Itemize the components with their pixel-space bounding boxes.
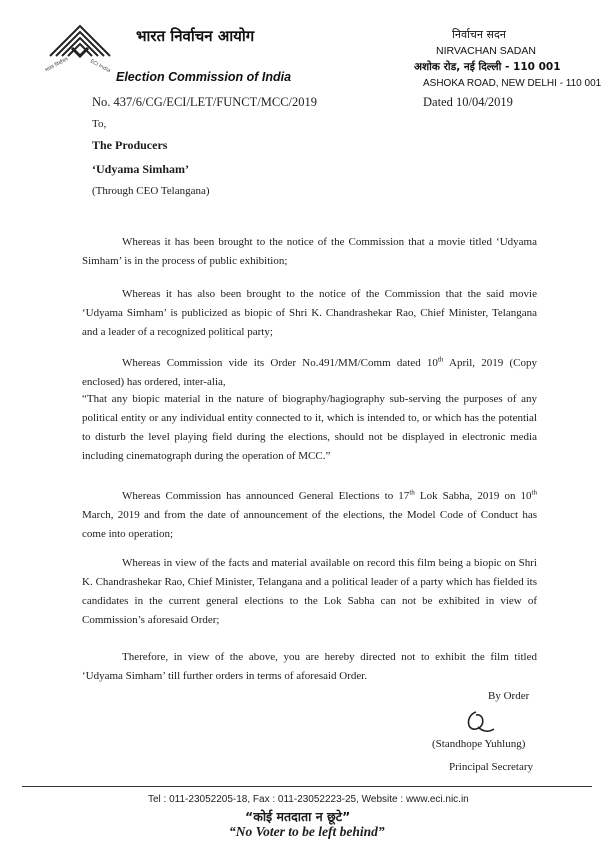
paragraph-1-text: Whereas it has been brought to the notice of the Commission that a movie titled ‘Udyama Simham’ is in the process of public exhibition; [82, 236, 537, 267]
quoted-order [82, 390, 537, 466]
addressee-line-1: The Producers [92, 138, 168, 152]
paragraph-3-sup: th [437, 355, 444, 364]
address-hindi: अशोक रोड, नई दिल्ली - 110 001 [414, 61, 561, 73]
signer-title: Principal Secretary [449, 761, 533, 773]
paragraph-3-text-a: Whereas Commission vide its Order No.491/MM/Comm dated 10 [122, 357, 438, 369]
by-order: By Order [488, 690, 530, 702]
signature [462, 707, 496, 737]
paragraph-3 [82, 354, 537, 392]
paragraph-6-text: Whereas in view of the facts and material available on record this film being a biopic on Shri K. Chandrashekar Rao, Chief Minister, Telangana and a political leader of a party which has fielded its candidates in the current general elections to the Lok Sabha can not be exhibited in view of Commission’s aforesaid Order; [82, 557, 537, 626]
org-name-english: Election Commission of India [116, 70, 292, 84]
svg-text:ECI India: ECI India [89, 58, 112, 75]
signer-name: (Standhope Yuhlung) [432, 738, 526, 750]
addressee-line-2: ‘Udyama Simham’ [92, 162, 190, 176]
addressee-line-3: (Through CEO Telangana) [92, 185, 210, 197]
svg-text:भारत निर्वाचन: भारत निर्वाचन [44, 56, 70, 74]
paragraph-5-sup-2: th [531, 488, 537, 497]
paragraph-2 [82, 285, 537, 342]
building-name-english: NIRVACHAN SADAN [436, 45, 536, 57]
building-name-hindi: निर्वाचन सदन [452, 28, 506, 41]
salutation-to: To, [92, 118, 107, 130]
paragraph-5-text-c: March, 2019 and from the date of announcement of the elections, the Model Code of Conduct has come into operation; [82, 509, 537, 540]
paragraph-1 [82, 233, 537, 271]
letter-date: Dated 10/04/2019 [423, 95, 513, 109]
paragraph-5 [82, 487, 537, 544]
reference-number: No. 437/6/CG/ECI/LET/FUNCT/MCC/2019 [92, 95, 318, 109]
slogan-hindi: “कोई मतदाता न छूटे” [245, 809, 351, 824]
paragraph-7-text: Therefore, in view of the above, you are hereby directed not to exhibit the film titled ‘Udyama Simham’ till further orders in terms of aforesaid Order. [82, 651, 537, 682]
org-name-hindi: भारत निर्वाचन आयोग [136, 27, 255, 45]
paragraph-7 [82, 648, 537, 686]
paragraph-5-text-b: Lok Sabha, 2019 on 10 [414, 490, 532, 502]
slogan-english: “No Voter to be left behind” [229, 824, 385, 839]
paragraph-6 [82, 554, 537, 630]
paragraph-5-sup-1: th [409, 488, 415, 497]
paragraph-3-text-b: April, 2019 (Copy enclosed) has ordered, inter-alia, [82, 357, 537, 388]
footer-divider [22, 786, 592, 787]
paragraph-2-text: Whereas it has also been brought to the notice of the Commission that the said movie ‘Udyama Simham’ is publicized as biopic of Shri K. Chandrashekar Rao, Chief Minister, Telangana and a leader of a recognized political party; [82, 288, 537, 338]
address-english: ASHOKA ROAD, NEW DELHI - 110 001 [423, 78, 602, 89]
paragraph-5-text-a: Whereas Commission has announced General Elections to 17 [122, 490, 410, 502]
eci-logo [42, 20, 118, 84]
quoted-order-text: “That any biopic material in the nature of biography/hagiography sub-serving the purposes of any political entity or any individual entity connected to it, which is intended to, or which has the potential to disturb the level playing field during the elections, should not be displayed in electronic media including cinematograph during the operation of MCC.” [82, 393, 537, 462]
footer-contact: Tel : 011-23052205-18, Fax : 011-23052223-25, Website : www.eci.nic.in [148, 794, 469, 805]
